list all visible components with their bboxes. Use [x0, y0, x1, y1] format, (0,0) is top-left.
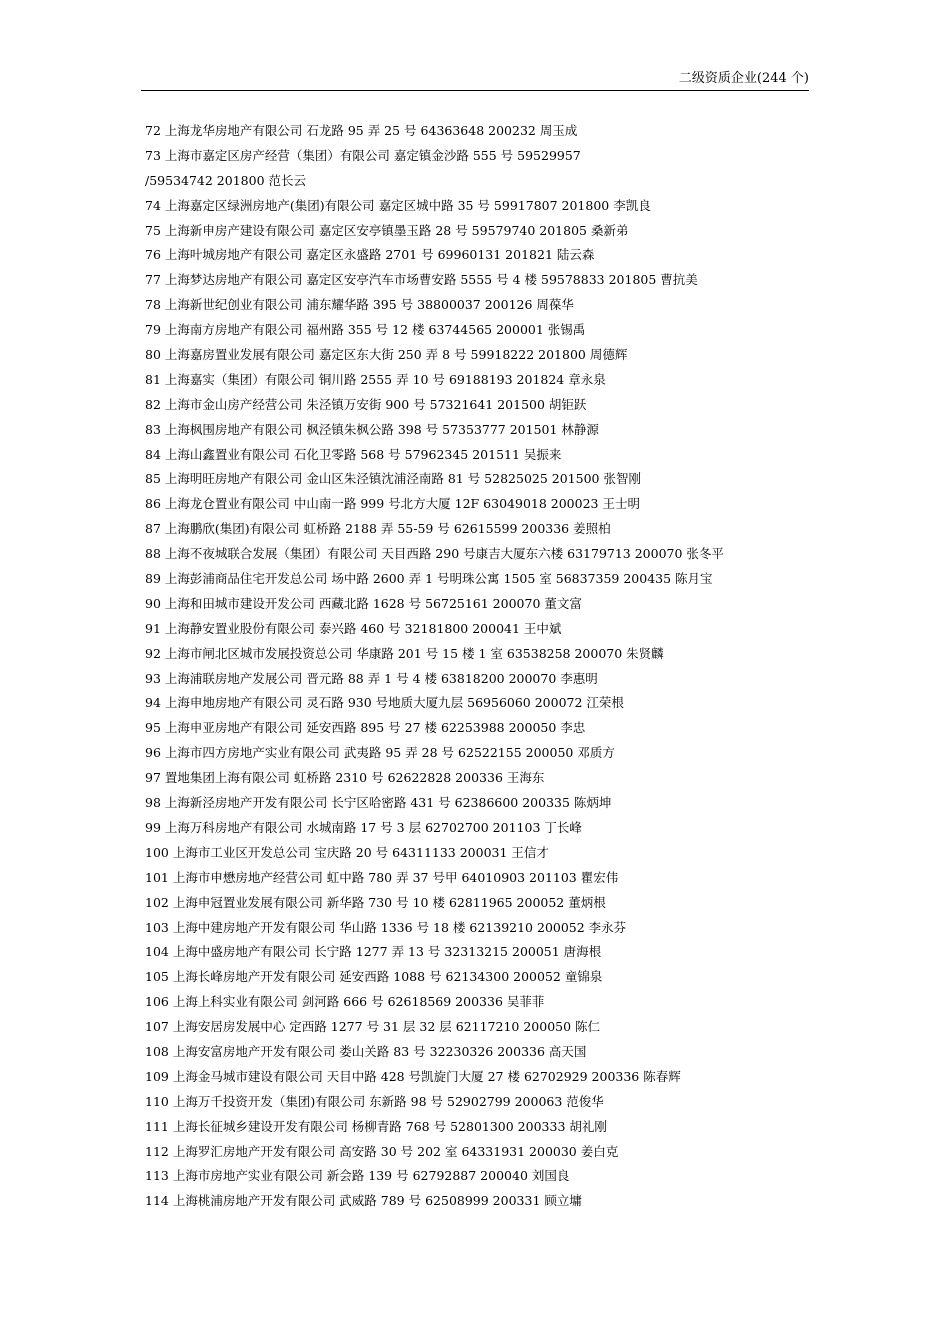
list-item: 76 上海叶城房地产有限公司 嘉定区永盛路 2701 号 69960131 201821 陆云森 — [145, 247, 595, 263]
list-item: 77 上海梦达房地产有限公司 嘉定区安亭汽车市场曹安路 5555 号 4 楼 59578833 201805 曹抗美 — [145, 272, 698, 288]
list-item: 82 上海市金山房产经营公司 朱泾镇万安街 900 号 57321641 201500 胡钜跃 — [145, 396, 587, 412]
list-item: 93 上海浦联房地产发展公司 晋元路 88 弄 1 号 4 楼 63818200 200070 李惠明 — [145, 670, 598, 686]
list-item: 113 上海市房地产实业有限公司 新会路 139 号 62792887 200040 刘国良 — [145, 1168, 570, 1184]
list-item: 98 上海新泾房地产开发有限公司 长宁区哈密路 431 号 62386600 200335 陈炳坤 — [145, 795, 612, 811]
list-item: 107 上海安居房发展中心 定西路 1277 号 31 层 32 层 62117210 200050 陈仁 — [145, 1019, 601, 1035]
list-item: 101 上海市申懋房地产经营公司 虹中路 780 弄 37 号甲 64010903 201103 瞿宏伟 — [145, 869, 619, 885]
list-item: 80 上海嘉房置业发展有限公司 嘉定区东大街 250 弄 8 号 59918222 201800 周德辉 — [145, 347, 628, 363]
list-item: 106 上海上科实业有限公司 剑河路 666 号 62618569 200336 吴菲菲 — [145, 994, 545, 1010]
list-item: 91 上海静安置业股份有限公司 泰兴路 460 号 32181800 200041 王中斌 — [145, 620, 562, 636]
list-item: 90 上海和田城市建设开发公司 西藏北路 1628 号 56725161 200070 董文富 — [145, 595, 582, 611]
list-item: 89 上海彭浦商品住宅开发总公司 场中路 2600 弄 1 号明珠公寓 1505 室 56837359 200435 陈月宝 — [145, 571, 713, 587]
list-item: 103 上海中建房地产开发有限公司 华山路 1336 号 18 楼 62139210 200052 李永芬 — [145, 919, 627, 935]
list-item: 88 上海不夜城联合发展（集团）有限公司 天目西路 290 号康吉大厦东六楼 63179713 200070 张冬平 — [145, 546, 724, 562]
list-item: 97 置地集团上海有限公司 虹桥路 2310 号 62622828 200336 王海东 — [145, 770, 545, 786]
list-item: 72 上海龙华房地产有限公司 石龙路 95 弄 25 号 64363648 200232 周玉成 — [145, 123, 578, 138]
list-item: 111 上海长征城乡建设开发有限公司 杨柳青路 768 号 52801300 200333 胡礼刚 — [145, 1118, 607, 1134]
list-item: 110 上海万千投资开发（集团)有限公司 东新路 98 号 52902799 200063 范俊华 — [145, 1093, 604, 1109]
list-item: /59534742 201800 范长云 — [145, 172, 306, 188]
list-item: 86 上海龙仓置业有限公司 中山南一路 999 号北方大厦 12F 63049018 200023 王士明 — [145, 496, 640, 512]
list-item: 112 上海罗汇房地产开发有限公司 高安路 30 号 202 室 64331931 200030 姜白克 — [145, 1143, 619, 1159]
list-item: 75 上海新申房产建设有限公司 嘉定区安亭镇墨玉路 28 号 59579740 201805 桑新弟 — [145, 222, 629, 238]
list-item: 108 上海安富房地产开发有限公司 娄山关路 83 号 32230326 200336 高天国 — [145, 1043, 587, 1059]
list-item: 105 上海长峰房地产开发有限公司 延安西路 1088 号 62134300 200052 童锦泉 — [145, 969, 603, 985]
list-item: 104 上海中盛房地产有限公司 长宁路 1277 弄 13 号 32313215 200051 唐海根 — [145, 944, 602, 960]
list-item: 95 上海申亚房地产有限公司 延安西路 895 号 27 楼 62253988 200050 李忠 — [145, 720, 586, 736]
list-item: 85 上海明旺房地产有限公司 金山区朱泾镇沈浦泾南路 81 号 52825025 201500 张智刚 — [145, 471, 641, 487]
list-item: 84 上海山鑫置业有限公司 石化卫零路 568 号 57962345 201511 吴振来 — [145, 446, 562, 462]
list-item: 109 上海金马城市建设有限公司 天目中路 428 号凯旋门大厦 27 楼 62702929 200336 陈春辉 — [145, 1068, 681, 1084]
list-item: 102 上海申冠置业发展有限公司 新华路 730 号 10 楼 62811965 200052 董炳根 — [145, 894, 606, 910]
list-item: 74 上海嘉定区绿洲房地产(集团)有限公司 嘉定区城中路 35 号 59917807 201800 李凯良 — [145, 197, 651, 213]
list-item: 73 上海市嘉定区房产经营（集团）有限公司 嘉定镇金沙路 555 号 59529957 — [145, 147, 581, 163]
list-item: 81 上海嘉实（集团）有限公司 铜川路 2555 弄 10 号 69188193 201824 章永泉 — [145, 371, 606, 387]
list-item: 114 上海桃浦房地产开发有限公司 武威路 789 号 62508999 200331 顾立墉 — [145, 1193, 582, 1209]
list-item: 83 上海枫围房地产有限公司 枫泾镇朱枫公路 398 号 57353777 201501 林静源 — [145, 421, 599, 437]
company-list — [145, 119, 805, 1214]
list-item: 96 上海市四方房地产实业有限公司 武夷路 95 弄 28 号 62522155 200050 邓质方 — [145, 745, 615, 761]
page-header — [141, 70, 809, 91]
list-item: 94 上海申地房地产有限公司 灵石路 930 号地质大厦九层 56956060 200072 江荣根 — [145, 695, 624, 711]
list-item: 99 上海万科房地产有限公司 水城南路 17 号 3 层 62702700 201103 丁长峰 — [145, 819, 582, 835]
list-item: 100 上海市工业区开发总公司 宝庆路 20 号 64311133 200031 王信才 — [145, 844, 549, 860]
list-item: 87 上海鹏欣(集团)有限公司 虹桥路 2188 弄 55-59 号 62615599 200336 姜照柏 — [145, 521, 611, 537]
list-item: 92 上海市闸北区城市发展投资总公司 华康路 201 号 15 楼 1 室 63538258 200070 朱贤麟 — [145, 645, 664, 661]
list-item: 78 上海新世纪创业有限公司 浦东耀华路 395 号 38800037 200126 周葆华 — [145, 297, 574, 313]
header-title: 二级资质企业(244 个) — [678, 71, 809, 86]
list-item: 79 上海南方房地产有限公司 福州路 355 号 12 楼 63744565 200001 张锡禹 — [145, 322, 586, 338]
